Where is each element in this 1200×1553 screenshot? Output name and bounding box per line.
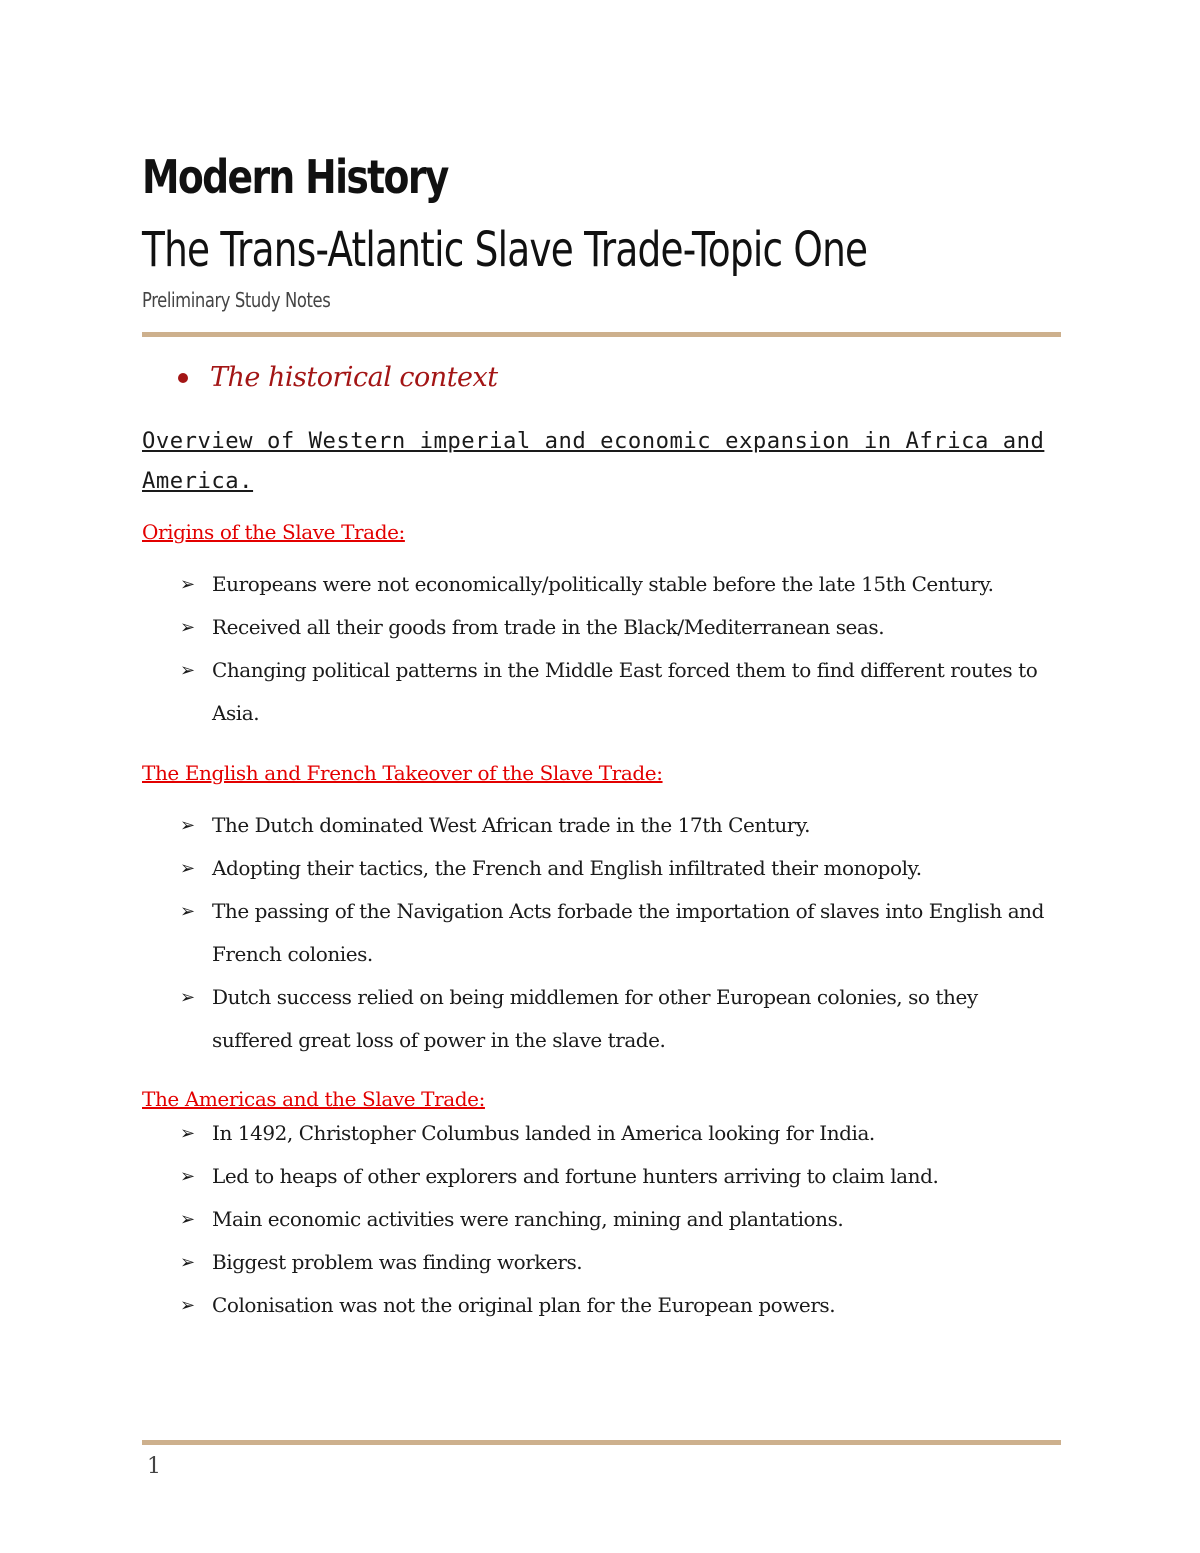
context-heading: The historical context xyxy=(210,362,498,393)
list-item xyxy=(180,1241,1060,1284)
page-number: 1 xyxy=(147,1454,161,1479)
list-item-text: The passing of the Navigation Acts forbade the importation of slaves into English and French colonies. xyxy=(212,899,1044,966)
list-item xyxy=(180,1284,1060,1327)
section-list-americas xyxy=(180,1112,1060,1327)
arrowhead-right-icon: ➢ xyxy=(180,1166,195,1187)
list-item xyxy=(180,606,1060,649)
list-item-text: In 1492, Christopher Columbus landed in America looking for India. xyxy=(212,1121,875,1145)
list-item-text: Adopting their tactics, the French and English infiltrated their monopoly. xyxy=(212,856,922,880)
list-item xyxy=(180,1112,1060,1155)
arrowhead-right-icon: ➢ xyxy=(180,858,195,879)
list-item xyxy=(180,890,1060,976)
list-item-text: Colonisation was not the original plan for the European powers. xyxy=(212,1293,836,1317)
section-list-takeover xyxy=(180,804,1060,1062)
arrowhead-right-icon: ➢ xyxy=(180,617,195,638)
document-title: Modern History xyxy=(142,150,448,204)
section-heading-origins: Origins of the Slave Trade: xyxy=(142,520,405,544)
section-list-origins xyxy=(180,563,1060,735)
arrowhead-right-icon: ➢ xyxy=(180,1252,195,1273)
context-heading-row xyxy=(178,362,498,393)
filled-circle-icon xyxy=(178,373,188,383)
arrowhead-right-icon: ➢ xyxy=(180,660,195,681)
list-item-text: Received all their goods from trade in the Black/Mediterranean seas. xyxy=(212,615,885,639)
list-item-text: Main economic activities were ranching, mining and plantations. xyxy=(212,1207,844,1231)
notes-label: Preliminary Study Notes xyxy=(142,288,331,312)
arrowhead-right-icon: ➢ xyxy=(180,574,195,595)
arrowhead-right-icon: ➢ xyxy=(180,815,195,836)
header-divider xyxy=(142,332,1061,337)
arrowhead-right-icon: ➢ xyxy=(180,1295,195,1316)
list-item-text: Led to heaps of other explorers and fortune hunters arriving to claim land. xyxy=(212,1164,939,1188)
section-heading-takeover: The English and French Takeover of the Slave Trade: xyxy=(142,761,663,785)
arrowhead-right-icon: ➢ xyxy=(180,1209,195,1230)
list-item xyxy=(180,649,1060,735)
arrowhead-right-icon: ➢ xyxy=(180,987,195,1008)
list-item-text: The Dutch dominated West African trade in the 17th Century. xyxy=(212,813,811,837)
list-item-text: Biggest problem was finding workers. xyxy=(212,1250,583,1274)
list-item-text: Changing political patterns in the Middle East forced them to find different routes to Asia. xyxy=(212,658,1038,725)
section-heading-americas: The Americas and the Slave Trade: xyxy=(142,1087,485,1111)
list-item-text: Europeans were not economically/politically stable before the late 15th Century. xyxy=(212,572,994,596)
list-item xyxy=(180,847,1060,890)
arrowhead-right-icon: ➢ xyxy=(180,1123,195,1144)
list-item-text: Dutch success relied on being middlemen for other European colonies, so they suffered great loss of power in the slave trade. xyxy=(212,985,978,1052)
list-item xyxy=(180,1155,1060,1198)
arrowhead-right-icon: ➢ xyxy=(180,901,195,922)
list-item xyxy=(180,1198,1060,1241)
overview-heading: Overview of Western imperial and economic expansion in Africa and America. xyxy=(142,429,1045,494)
list-item xyxy=(180,976,1060,1062)
footer-divider xyxy=(142,1440,1061,1445)
document-subtitle: The Trans-Atlantic Slave Trade-Topic One xyxy=(142,222,868,278)
list-item xyxy=(180,563,1060,606)
list-item xyxy=(180,804,1060,847)
